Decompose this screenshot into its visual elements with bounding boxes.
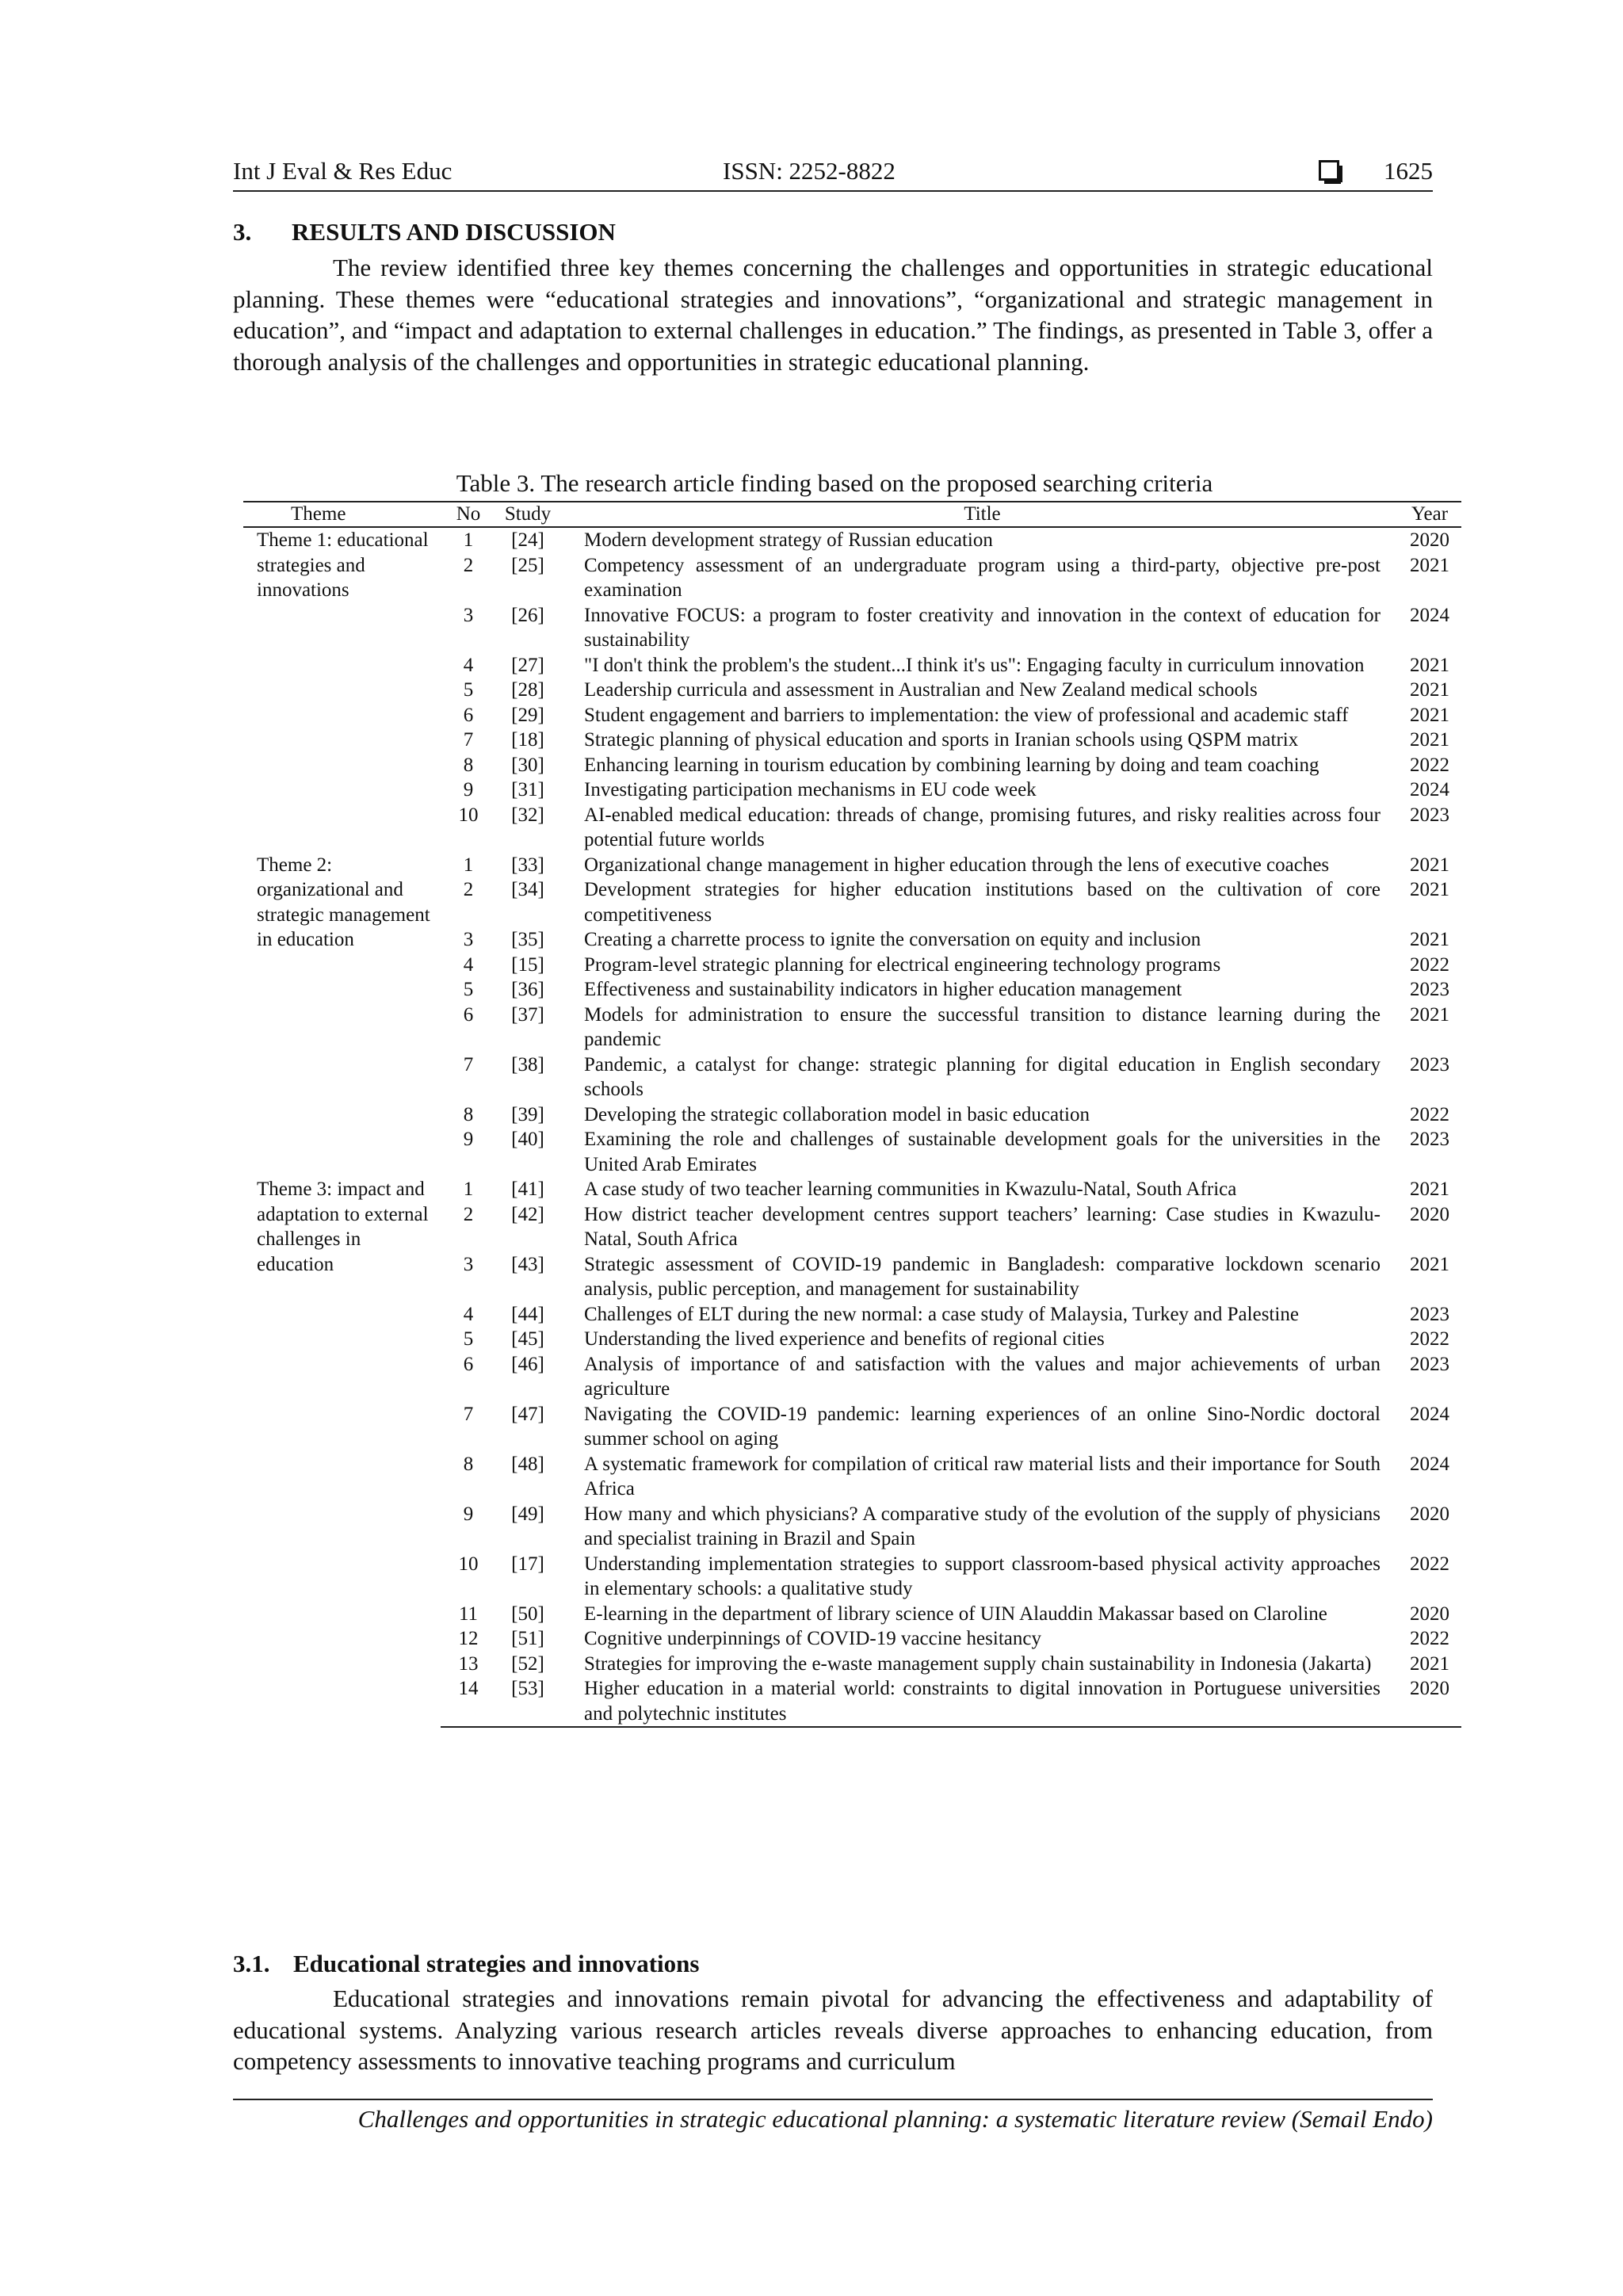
article-title: Cognitive underpinnings of COVID-19 vaccine hesitancy (584, 1628, 1041, 1649)
publication-year: 2023 (1410, 979, 1449, 1000)
publication-year: 2021 (1410, 1179, 1449, 1200)
article-title: Strategic planning of physical education and sports in Iranian schools using QSPM matrix (584, 729, 1299, 751)
article-title: AI-enabled medical education: threads of change, promising futures, and risky realities across four potential future worlds (584, 804, 1381, 850)
study-ref: [49] (511, 1503, 544, 1525)
article-title: Innovative FOCUS: a program to foster creativity and innovation in the context of education for sustainability (584, 604, 1381, 651)
row-number: 6 (463, 1353, 474, 1375)
study-ref: [30] (511, 754, 544, 776)
study-ref: [42] (511, 1203, 544, 1225)
checkbox-square-icon (1319, 160, 1339, 181)
table-body (243, 527, 1461, 1727)
publication-year: 2021 (1410, 854, 1449, 876)
article-title: A systematic framework for compilation of critical raw material lists and their importance for South Africa (584, 1453, 1381, 1499)
row-number: 1 (463, 1179, 474, 1200)
row-number: 3 (463, 929, 474, 950)
row-number: 3 (463, 1253, 474, 1275)
row-number: 1 (463, 529, 474, 551)
article-title: Analysis of importance of and satisfaction with the values and major achievements of urban agriculture (584, 1353, 1381, 1400)
results-table (243, 501, 1461, 1728)
publication-year: 2020 (1410, 1603, 1449, 1625)
study-ref: [24] (511, 529, 544, 551)
row-number: 9 (463, 1503, 474, 1525)
publication-year: 2021 (1410, 879, 1449, 900)
study-ref: [34] (511, 879, 544, 900)
journal-name: Int J Eval & Res Educ (233, 157, 453, 185)
row-number: 7 (463, 1053, 474, 1075)
publication-year: 2021 (1410, 1652, 1449, 1675)
publication-year: 2024 (1410, 1453, 1449, 1475)
article-title: Development strategies for higher education institutions based on the cultivation of core competitiveness (584, 879, 1381, 926)
study-ref: [37] (511, 1003, 544, 1026)
row-number: 5 (463, 979, 474, 1000)
article-title: Challenges of ELT during the new normal: a case study of Malaysia, Turkey and Palestine (584, 1303, 1299, 1325)
study-ref: [39] (511, 1103, 544, 1125)
row-number: 3 (463, 604, 474, 626)
row-number: 7 (463, 1403, 474, 1425)
theme-cell: Theme 2: organizational and strategic management in education (257, 854, 430, 950)
study-ref: [45] (511, 1328, 544, 1350)
running-footer: Challenges and opportunities in strategic educational planning: a systematic literature review (Semail Endo) (233, 2099, 1433, 2134)
study-ref: [40] (511, 1129, 544, 1150)
publication-year: 2023 (1410, 1353, 1449, 1375)
row-number: 6 (463, 704, 474, 726)
publication-year: 2021 (1410, 1003, 1449, 1026)
article-title: Understanding the lived experience and benefits of regional cities (584, 1328, 1105, 1350)
article-title: How many and which physicians? A comparative study of the evolution of the supply of physicians and specialist training in Brazil and Spain (584, 1503, 1381, 1549)
row-number: 6 (463, 1003, 474, 1026)
article-title: How district teacher development centres support teachers’ learning: Case studies in Kwazulu-Natal, South Africa (584, 1203, 1381, 1250)
article-title: Organizational change management in higher education through the lens of executive coaches (584, 854, 1330, 876)
publication-year: 2022 (1410, 1328, 1449, 1350)
study-ref: [31] (511, 779, 544, 800)
row-number: 4 (463, 953, 474, 976)
publication-year: 2021 (1410, 729, 1449, 751)
article-title: E-learning in the department of library science of UIN Alauddin Makassar based on Claroline (584, 1603, 1327, 1625)
row-number: 8 (463, 1453, 474, 1475)
article-title: Higher education in a material world: constraints to digital innovation in Portuguese universities and polytechnic institutes (559, 1676, 1398, 1727)
publication-year: 2021 (1410, 1253, 1449, 1275)
study-ref: [26] (511, 604, 544, 626)
header-no: No (441, 502, 496, 527)
row-number: 13 (458, 1652, 479, 1675)
publication-year: 2021 (1410, 929, 1449, 950)
study-ref: [28] (511, 679, 544, 701)
publication-year: 2021 (1410, 554, 1449, 576)
header-year: Year (1398, 502, 1461, 527)
section-heading (233, 218, 616, 246)
publication-year: 2021 (1410, 679, 1449, 701)
header-study: Study (496, 502, 559, 527)
publication-year: 2022 (1410, 953, 1449, 976)
table-header-row (243, 502, 1461, 527)
row-number: 8 (463, 754, 474, 776)
article-title: Investigating participation mechanisms in EU code week (584, 779, 1037, 800)
row-number: 2 (463, 879, 474, 900)
row-number: 2 (463, 1203, 474, 1225)
study-ref: [36] (511, 979, 544, 1000)
publication-year: 2022 (1410, 1628, 1449, 1649)
study-ref: [17] (511, 1553, 544, 1575)
publication-year: 2024 (1410, 779, 1449, 800)
row-number: 5 (463, 679, 474, 701)
publication-year: 2020 (1398, 1676, 1461, 1727)
publication-year: 2020 (1410, 529, 1449, 551)
study-ref: [50] (511, 1603, 544, 1625)
row-number: 10 (458, 804, 479, 826)
publication-year: 2020 (1410, 1203, 1449, 1225)
publication-year: 2022 (1410, 1553, 1449, 1575)
subsection-paragraph: Educational strategies and innovations remain pivotal for advancing the effectiveness and adaptability of educational systems. Analyzing various research articles reveals diverse approaches to enhancing education, from competency assessments to innovative teaching programs and curriculum (233, 1985, 1433, 2075)
study-ref: [41] (511, 1179, 544, 1200)
section-number: 3. (233, 218, 252, 246)
study-ref: [33] (511, 854, 544, 876)
study-ref: [27] (511, 654, 544, 676)
article-title: Understanding implementation strategies to support classroom-based physical activity approaches in elementary schools: a qualitative study (584, 1553, 1381, 1599)
study-ref: [52] (511, 1652, 544, 1675)
study-ref: [18] (511, 729, 544, 751)
section-title: RESULTS AND DISCUSSION (292, 218, 616, 246)
row-number: 2 (463, 554, 474, 576)
table-caption: Table 3. The research article finding based on the proposed searching criteria (456, 469, 1213, 497)
row-number: 9 (463, 1129, 474, 1150)
article-title: Enhancing learning in tourism education by combining learning by doing and team coaching (584, 754, 1319, 776)
article-title: Program-level strategic planning for electrical engineering technology programs (584, 953, 1221, 976)
study-ref: [53] (496, 1676, 559, 1727)
header-theme: Theme (243, 502, 441, 527)
publication-year: 2022 (1410, 1103, 1449, 1125)
article-title: A case study of two teacher learning communities in Kwazulu-Natal, South Africa (584, 1179, 1237, 1200)
publication-year: 2021 (1410, 654, 1449, 676)
study-ref: [25] (511, 554, 544, 576)
article-title: Navigating the COVID-19 pandemic: learning experiences of an online Sino-Nordic doctoral summer school on aging (584, 1403, 1381, 1450)
study-ref: [46] (511, 1353, 544, 1375)
study-ref: [29] (511, 704, 544, 726)
row-number: 12 (458, 1628, 479, 1649)
table-row (243, 853, 1461, 878)
study-ref: [43] (511, 1253, 544, 1275)
publication-year: 2023 (1410, 1053, 1449, 1075)
article-title: Models for administration to ensure the successful transition to distance learning during the pandemic (584, 1003, 1381, 1050)
header-title: Title (559, 502, 1398, 527)
publication-year: 2021 (1410, 704, 1449, 726)
row-number: 5 (463, 1328, 474, 1350)
article-title: Effectiveness and sustainability indicators in higher education management (584, 979, 1182, 1000)
running-header (233, 155, 1433, 192)
publication-year: 2023 (1410, 804, 1449, 826)
study-ref: [44] (511, 1303, 544, 1325)
row-number: 11 (458, 1603, 479, 1625)
publication-year: 2020 (1410, 1503, 1449, 1525)
study-ref: [32] (511, 804, 544, 826)
article-title: Competency assessment of an undergraduate program using a third-party, objective pre-post examination (584, 554, 1381, 601)
article-title: Creating a charrette process to ignite the conversation on equity and inclusion (584, 929, 1201, 950)
theme-cell: Theme 1: educational strategies and innovations (257, 529, 429, 601)
row-number: 7 (463, 729, 474, 751)
publication-year: 2024 (1410, 604, 1449, 626)
publication-year: 2024 (1410, 1403, 1449, 1425)
article-title: Modern development strategy of Russian education (584, 529, 993, 551)
article-title: "I don't think the problem's the student...I think it's us": Engaging faculty in curriculum innovation (584, 654, 1365, 676)
article-title: Leadership curricula and assessment in Australian and New Zealand medical schools (584, 679, 1258, 701)
page-number: 1625 (1384, 157, 1433, 185)
article-title: Developing the strategic collaboration model in basic education (584, 1103, 1090, 1125)
article-title: Strategic assessment of COVID-19 pandemic in Bangladesh: comparative lockdown scenario analysis, public perception, and management for sustainability (584, 1253, 1381, 1300)
publication-year: 2023 (1410, 1129, 1449, 1150)
study-ref: [48] (511, 1453, 544, 1475)
row-number: 8 (463, 1103, 474, 1125)
article-title: Student engagement and barriers to implementation: the view of professional and academic staff (584, 704, 1349, 726)
article-title: Strategies for improving the e-waste management supply chain sustainability in Indonesia (Jakarta) (584, 1652, 1372, 1675)
row-number: 14 (441, 1676, 496, 1727)
results-table-container (243, 501, 1449, 1728)
publication-year: 2023 (1410, 1303, 1449, 1325)
study-ref: [38] (511, 1053, 544, 1075)
row-number: 10 (458, 1553, 479, 1575)
study-ref: [47] (511, 1403, 544, 1425)
row-number: 4 (463, 1303, 474, 1325)
subsection-number: 3.1. (233, 1950, 270, 1977)
table-row (243, 527, 1461, 553)
article-title: Pandemic, a catalyst for change: strategic planning for digital education in English secondary schools (584, 1053, 1381, 1100)
subsection-title: Educational strategies and innovations (293, 1950, 700, 1977)
row-number: 9 (463, 779, 474, 800)
row-number: 1 (463, 854, 474, 876)
subsection-heading (233, 1950, 699, 1978)
row-number: 4 (463, 654, 474, 676)
issn: ISSN: 2252-8822 (723, 157, 896, 185)
theme-cell: Theme 3: impact and adaptation to external challenges in education (257, 1179, 429, 1275)
study-ref: [51] (511, 1628, 544, 1649)
table-row (243, 1177, 1461, 1202)
study-ref: [15] (511, 953, 544, 976)
study-ref: [35] (511, 929, 544, 950)
article-title: Examining the role and challenges of sustainable development goals for the universities in the United Arab Emirates (584, 1129, 1381, 1175)
section-paragraph: The review identified three key themes concerning the challenges and opportunities in strategic educational planning. These themes were “educational strategies and innovations”, “organizational and strategic management in education”, and “impact and adaptation to external challenges in education.” The findings, as presented in Table 3, offer a thorough analysis of the challenges and opportunities in strategic educational planning. (233, 254, 1433, 376)
publication-year: 2022 (1410, 754, 1449, 776)
